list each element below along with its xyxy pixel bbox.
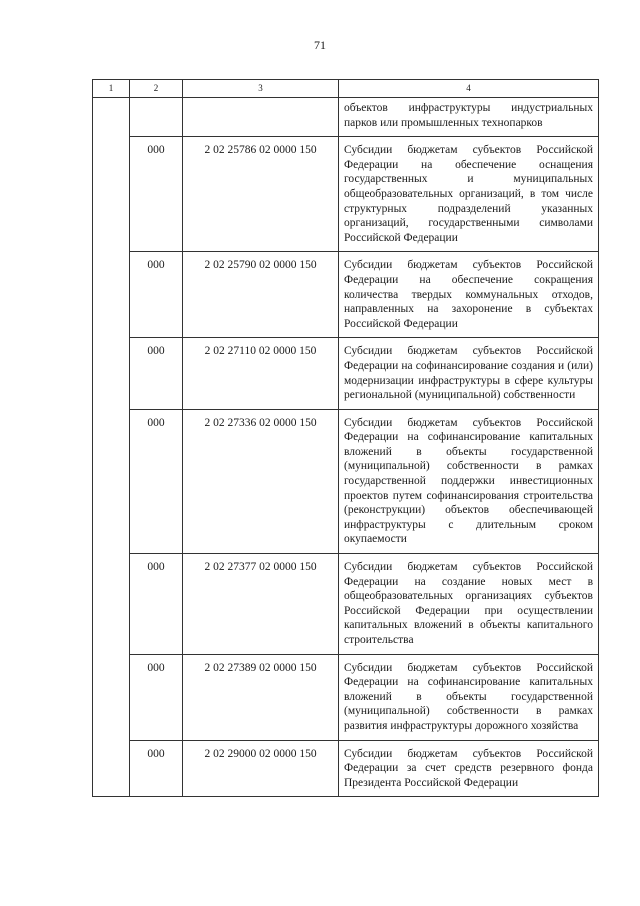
table-body (93, 80, 599, 797)
table-row (93, 137, 599, 252)
description-cell: Субсидии бюджетам субъектов Российской Федерации на софинансирование создания и (или) модернизации инфраструктуры в сфере культуры региональной (муниципальной) собственности (339, 338, 599, 409)
income-code-cell (183, 98, 339, 137)
admin-code-cell: 000 (130, 554, 183, 655)
table-row (93, 554, 599, 655)
admin-code-cell: 000 (130, 338, 183, 409)
description-cell: объектов инфраструктуры индустриальных парков или промышленных технопарков (339, 98, 599, 137)
table-row (93, 409, 599, 553)
column-number-2: 2 (130, 80, 183, 98)
column-number-row (93, 80, 599, 98)
income-code-cell: 2 02 27110 02 0000 150 (183, 338, 339, 409)
income-code-cell: 2 02 25786 02 0000 150 (183, 137, 339, 252)
description-cell: Субсидии бюджетам субъектов Российской Федерации на обеспечение оснащения государственных и муниципальных общеобразовательных организаций, в том числе структурных подразделений указанных организаций, государственными символами Российской Федерации (339, 137, 599, 252)
admin-code-cell: 000 (130, 740, 183, 797)
income-code-cell: 2 02 25790 02 0000 150 (183, 252, 339, 338)
page-number: 71 (314, 38, 326, 52)
table-row (93, 654, 599, 740)
table-row (93, 252, 599, 338)
admin-code-cell: 000 (130, 137, 183, 252)
income-code-cell: 2 02 29000 02 0000 150 (183, 740, 339, 797)
income-code-cell: 2 02 27336 02 0000 150 (183, 409, 339, 553)
table-row (93, 98, 599, 137)
admin-code-cell: 000 (130, 252, 183, 338)
column-1-cell (93, 98, 130, 797)
column-number-1: 1 (93, 80, 130, 98)
description-cell: Субсидии бюджетам субъектов Российской Федерации на обеспечение сокращения количества твердых коммунальных отходов, направленных на захоронение в субъектах Российской Федерации (339, 252, 599, 338)
column-number-3: 3 (183, 80, 339, 98)
description-cell: Субсидии бюджетам субъектов Российской Федерации на создание новых мест в общеобразовательных организациях субъектов Российской Федерации при осуществлении капитальных вложений в объекты капитального строительства (339, 554, 599, 655)
income-code-cell: 2 02 27389 02 0000 150 (183, 654, 339, 740)
budget-code-table (92, 79, 599, 797)
description-cell: Субсидии бюджетам субъектов Российской Федерации за счет средств резервного фонда Президента Российской Федерации (339, 740, 599, 797)
admin-code-cell: 000 (130, 654, 183, 740)
table-row (93, 740, 599, 797)
description-cell: Субсидии бюджетам субъектов Российской Федерации на софинансирование капитальных вложений в объекты государственной (муниципальной) собственности в рамках государственной поддержки инвестиционных проектов путем софинансирования строительства (реконструкции) объектов обеспечивающей инфраструктуры с длительным сроком окупаемости (339, 409, 599, 553)
admin-code-cell: 000 (130, 409, 183, 553)
admin-code-cell (130, 98, 183, 137)
table-row (93, 338, 599, 409)
column-number-4: 4 (339, 80, 599, 98)
income-code-cell: 2 02 27377 02 0000 150 (183, 554, 339, 655)
description-cell: Субсидии бюджетам субъектов Российской Федерации на софинансирование капитальных вложений в объекты государственной (муниципальной) собственности в рамках развития инфраструктуры дорожного хозяйства (339, 654, 599, 740)
